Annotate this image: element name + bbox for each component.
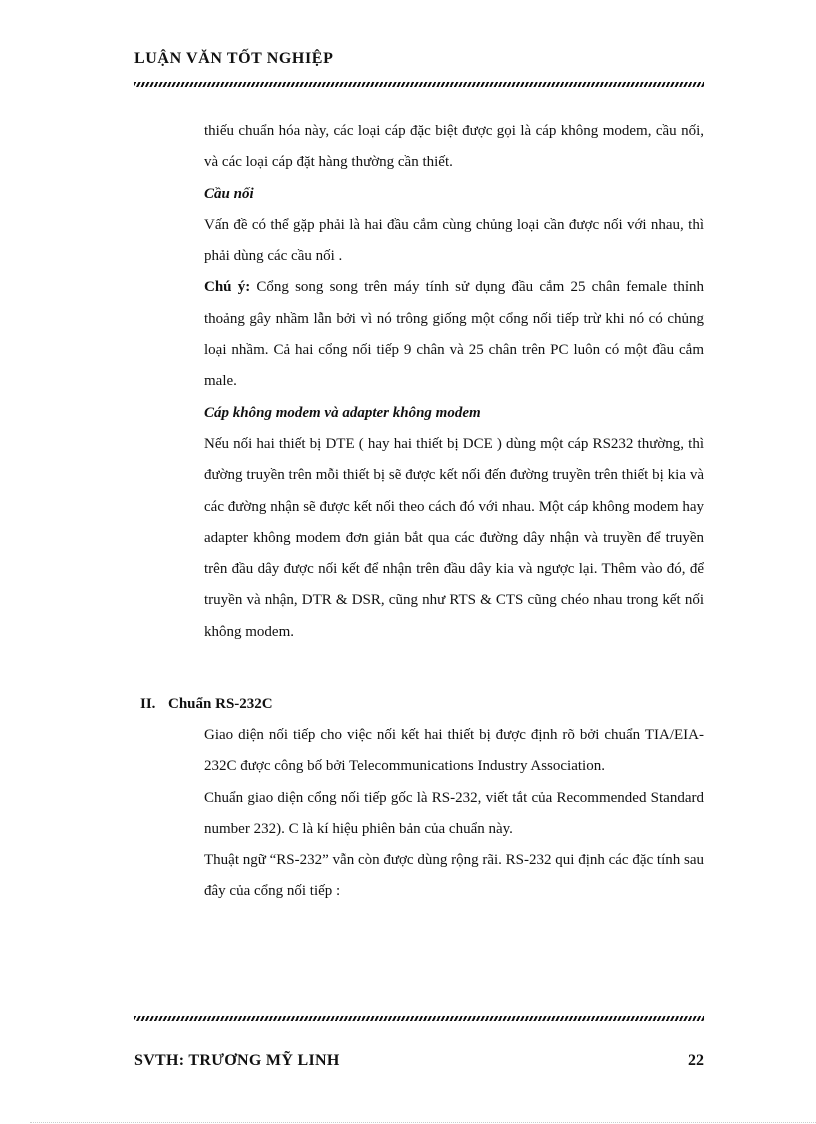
paragraph: Thuật ngữ “RS-232” vẫn còn được dùng rộng rãi. RS-232 qui định các đặc tính sau đây của cổng nối tiếp :	[204, 852, 704, 900]
subheading-cap-khong-modem: Cáp không modem và adapter không modem	[204, 404, 481, 421]
paragraph: Giao diện nối tiếp cho việc nối kết hai thiết bị được định rõ bởi chuẩn TIA/EIA-232C được công bố bởi Telecommunications Industry Association.	[204, 727, 704, 775]
section-title: Chuẩn RS-232C	[168, 696, 273, 712]
note-label: Chú ý:	[204, 279, 251, 296]
footer-divider	[134, 1016, 704, 1021]
body-content	[204, 116, 704, 648]
header-title: LUẬN VĂN TỐT NGHIỆP	[134, 50, 334, 67]
paragraph: Nếu nối hai thiết bị DTE ( hay hai thiết bị DCE ) dùng một cáp RS232 thường, thì đường truyền trên mỗi thiết bị sẽ được kết nối đến đường truyền trên thiết bị kia và các đường nhận sẽ được kết nối theo cách đó với nhau. Một cáp không modem hay adapter không modem đơn giản bắt qua các đường dây nhận và truyền để truyền trên đầu dây được nối kết để nhận trên đầu dây kia và ngược lại. Thêm vào đó, để truyền và nhận, DTR & DSR, cũng như RTS & CTS cũng chéo nhau trong kết nối không modem.	[204, 435, 704, 640]
page-number: 22	[688, 1052, 704, 1069]
header-divider	[134, 82, 704, 87]
paragraph: thiếu chuẩn hóa này, các loại cáp đặc biệt được gọi là cáp không modem, cầu nối, và các loại cáp đặt hàng thường cần thiết.	[204, 123, 704, 171]
note-paragraph	[204, 272, 704, 397]
section-number: II.	[140, 696, 156, 712]
footer-author: SVTH: TRƯƠNG MỸ LINH	[134, 1052, 340, 1069]
subheading-cau-noi: Cầu nối	[204, 185, 254, 202]
note-text: Cổng song song trên máy tính sử dụng đầu cắm 25 chân female thỉnh thoảng gây nhầm lẫn bởi vì nó trông giống một cổng nối tiếp trừ khi nó có chủng loại nhầm. Cả hai cổng nối tiếp 9 chân và 25 chân trên PC luôn có một đầu cắm male.	[204, 279, 704, 390]
paragraph: Vấn đề có thể gặp phải là hai đầu cắm cùng chủng loại cần được nối với nhau, thì phải dùng các cầu nối .	[204, 216, 704, 265]
paragraph: Chuẩn giao diện cổng nối tiếp gốc là RS-232, viết tắt của Recommended Standard number 232). C là kí hiệu phiên bản của chuẩn này.	[204, 789, 704, 837]
section-heading	[140, 689, 273, 720]
section-content	[204, 720, 704, 908]
